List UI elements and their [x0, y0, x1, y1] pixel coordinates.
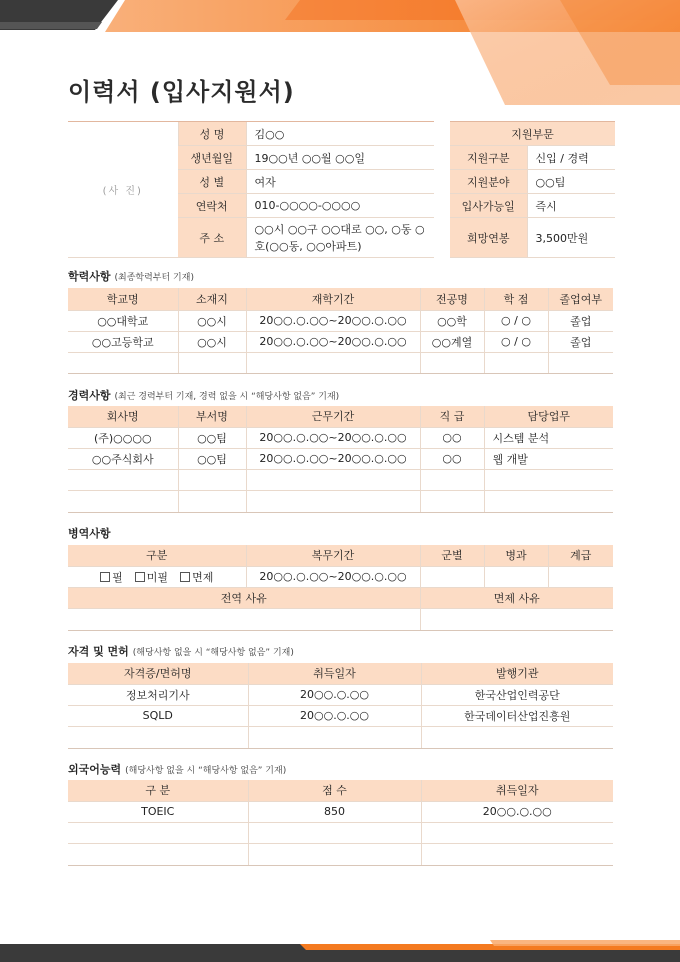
address-value[interactable]: ○○시 ○○구 ○○대로 ○○, ○동 ○호(○○동, ○○아파트): [246, 218, 434, 258]
gender-label: 성 별: [178, 170, 246, 194]
table-row: [68, 331, 613, 352]
table-row: [68, 705, 613, 726]
career-cell[interactable]: [246, 490, 420, 512]
military-section-title: 병역사항: [68, 527, 111, 540]
certificates-cell[interactable]: 20○○.○.○○: [248, 705, 421, 726]
option-label: 필: [112, 570, 123, 584]
contact-label: 연락처: [178, 194, 246, 218]
certificates-note: (해당사항 없을 시 “해당사항 없음” 기재): [132, 648, 294, 658]
option-not-served[interactable]: [135, 571, 168, 584]
career-cell[interactable]: [68, 469, 178, 490]
language-col-date: 취득일자: [421, 780, 613, 801]
education-cell[interactable]: 졸업: [548, 310, 613, 331]
table-row: [68, 726, 613, 748]
table-row: [68, 843, 613, 865]
career-col-period: 근무기간: [246, 406, 420, 427]
career-col-position: 직 급: [420, 406, 484, 427]
language-cell[interactable]: [68, 822, 248, 843]
career-cell[interactable]: ○○: [420, 427, 484, 448]
start-date-label: 입사가능일: [450, 194, 527, 218]
option-label: 미필: [146, 570, 169, 584]
certificates-cell[interactable]: 한국산업인력공단: [421, 684, 613, 705]
career-cell[interactable]: 20○○.○.○○~20○○.○.○○: [246, 427, 420, 448]
education-cell[interactable]: [246, 352, 420, 373]
military-col-branch: 군별: [420, 545, 484, 566]
checkbox-icon[interactable]: [100, 572, 110, 582]
salary-label: 희망연봉: [450, 218, 527, 258]
apply-type-label: 지원구분: [450, 146, 527, 170]
career-cell[interactable]: 20○○.○.○○~20○○.○.○○: [246, 448, 420, 469]
certificates-cell[interactable]: 한국데이터산업진흥원: [421, 705, 613, 726]
career-cell[interactable]: ○○팀: [178, 448, 246, 469]
application-header: 지원부문: [450, 122, 615, 146]
certificates-cell[interactable]: 20○○.○.○○: [248, 684, 421, 705]
education-cell[interactable]: ○○대학교: [68, 310, 178, 331]
education-cell[interactable]: ○○시: [178, 310, 246, 331]
education-col-graduation: 졸업여부: [548, 288, 613, 310]
language-cell[interactable]: 20○○.○.○○: [421, 801, 613, 822]
education-cell[interactable]: ○ / ○: [484, 331, 548, 352]
exemption-reason-value[interactable]: [420, 608, 613, 630]
language-section-title: [68, 761, 286, 777]
education-note: (최종학력부터 기재): [114, 273, 194, 283]
career-cell[interactable]: [420, 469, 484, 490]
military-col-type: 구분: [68, 545, 246, 566]
language-col-score: 점 수: [248, 780, 421, 801]
education-cell[interactable]: ○ / ○: [484, 310, 548, 331]
certificates-cell[interactable]: SQLD: [68, 705, 248, 726]
career-cell[interactable]: ○○: [420, 448, 484, 469]
education-cell[interactable]: 졸업: [548, 331, 613, 352]
language-cell[interactable]: [421, 822, 613, 843]
table-row: [68, 566, 613, 587]
career-cell[interactable]: [246, 469, 420, 490]
language-cell[interactable]: [248, 822, 421, 843]
education-cell[interactable]: ○○계열: [420, 331, 484, 352]
education-cell[interactable]: 20○○.○.○○~20○○.○.○○: [246, 331, 420, 352]
certificates-cell[interactable]: 정보처리기사: [68, 684, 248, 705]
exemption-reason-label: 면제 사유: [420, 587, 613, 608]
military-col-period: 복무기간: [246, 545, 420, 566]
career-col-department: 부서명: [178, 406, 246, 427]
discharge-reason-value[interactable]: [68, 608, 420, 630]
certificates-col-name: 자격증/면허명: [68, 663, 248, 684]
military-col-rank: 계급: [548, 545, 613, 566]
name-label: 성 명: [178, 122, 246, 146]
career-cell[interactable]: ○○주식회사: [68, 448, 178, 469]
military-table: [68, 545, 613, 631]
career-cell[interactable]: [484, 490, 613, 512]
language-note: (해당사항 없을 시 “해당사항 없음” 기재): [125, 766, 287, 776]
military-col-specialty: 병과: [484, 545, 548, 566]
education-cell[interactable]: ○○고등학교: [68, 331, 178, 352]
military-period-value[interactable]: 20○○.○.○○~20○○.○.○○: [246, 566, 420, 587]
table-row: [68, 427, 613, 448]
birthdate-value[interactable]: 19○○년 ○○월 ○○일: [246, 146, 434, 170]
apply-type-value[interactable]: 신입 / 경력: [527, 146, 615, 170]
personal-info-table: [68, 121, 434, 258]
option-served[interactable]: [100, 571, 123, 584]
education-cell[interactable]: ○○시: [178, 331, 246, 352]
certificates-cell[interactable]: [68, 726, 248, 748]
apply-field-label: 지원분야: [450, 170, 527, 194]
certificates-section-title: [68, 643, 294, 659]
language-col-type: 구 분: [68, 780, 248, 801]
military-status-options: [68, 566, 246, 587]
career-cell[interactable]: (주)○○○○: [68, 427, 178, 448]
education-col-school: 학교명: [68, 288, 178, 310]
table-row: [68, 490, 613, 512]
education-section-title: [68, 268, 194, 284]
education-cell[interactable]: [420, 352, 484, 373]
education-col-period: 재학기간: [246, 288, 420, 310]
application-table: [450, 121, 615, 258]
education-title: 학력사항: [68, 270, 111, 283]
career-col-duty: 담당업무: [484, 406, 613, 427]
discharge-reason-label: 전역 사유: [68, 587, 420, 608]
education-col-credit: 학 점: [484, 288, 548, 310]
career-cell[interactable]: [68, 490, 178, 512]
start-date-value[interactable]: 즉시: [527, 194, 615, 218]
education-col-location: 소재지: [178, 288, 246, 310]
education-cell[interactable]: 20○○.○.○○~20○○.○.○○: [246, 310, 420, 331]
career-table: [68, 406, 613, 513]
language-table: [68, 780, 613, 866]
education-cell[interactable]: [68, 352, 178, 373]
language-cell[interactable]: 850: [248, 801, 421, 822]
language-cell[interactable]: [248, 843, 421, 865]
language-cell[interactable]: [68, 843, 248, 865]
certificates-col-date: 취득일자: [248, 663, 421, 684]
career-cell[interactable]: 웹 개발: [484, 448, 613, 469]
certificates-cell[interactable]: [421, 726, 613, 748]
table-row: [68, 801, 613, 822]
name-value[interactable]: 김○○: [246, 122, 434, 146]
career-section-title: [68, 387, 339, 403]
checkbox-icon[interactable]: [135, 572, 145, 582]
military-branch-value[interactable]: [420, 566, 484, 587]
certificates-cell[interactable]: [248, 726, 421, 748]
gender-value[interactable]: 여자: [246, 170, 434, 194]
footer-decoration: [0, 936, 680, 962]
education-table: [68, 288, 613, 374]
certificates-title: 자격 및 면허: [68, 645, 129, 658]
address-label: 주 소: [178, 218, 246, 258]
birthdate-label: 생년월일: [178, 146, 246, 170]
checkbox-icon[interactable]: [180, 572, 190, 582]
table-row: [68, 448, 613, 469]
education-col-major: 전공명: [420, 288, 484, 310]
option-exempt[interactable]: [180, 571, 213, 584]
education-cell[interactable]: [178, 352, 246, 373]
language-title: 외국어능력: [68, 763, 122, 776]
language-cell[interactable]: [421, 843, 613, 865]
career-title: 경력사항: [68, 389, 111, 402]
salary-value[interactable]: 3,500만원: [527, 218, 615, 258]
career-cell[interactable]: [420, 490, 484, 512]
career-note: (최근 경력부터 기재, 경력 없을 시 “해당사항 없음” 기재): [114, 392, 340, 402]
education-cell[interactable]: [548, 352, 613, 373]
career-cell[interactable]: 시스템 분석: [484, 427, 613, 448]
photo-placeholder[interactable]: (사 진): [68, 122, 178, 258]
table-row: [68, 684, 613, 705]
education-cell[interactable]: ○○학: [420, 310, 484, 331]
table-row: [68, 822, 613, 843]
career-cell[interactable]: [178, 469, 246, 490]
contact-value[interactable]: 010-○○○○-○○○○: [246, 194, 434, 218]
career-cell[interactable]: [484, 469, 613, 490]
career-cell[interactable]: [178, 490, 246, 512]
table-row: [68, 469, 613, 490]
option-label: 면제: [192, 570, 214, 584]
military-rank-value[interactable]: [548, 566, 613, 587]
education-cell[interactable]: [484, 352, 548, 373]
table-row: [68, 310, 613, 331]
military-specialty-value[interactable]: [484, 566, 548, 587]
career-col-company: 회사명: [68, 406, 178, 427]
career-cell[interactable]: ○○팀: [178, 427, 246, 448]
page-title: 이력서 (입사지원서): [68, 78, 295, 106]
language-cell[interactable]: TOEIC: [68, 801, 248, 822]
certificates-col-issuer: 발행기관: [421, 663, 613, 684]
certificates-table: [68, 663, 613, 749]
table-row: [68, 352, 613, 373]
apply-field-value[interactable]: ○○팀: [527, 170, 615, 194]
